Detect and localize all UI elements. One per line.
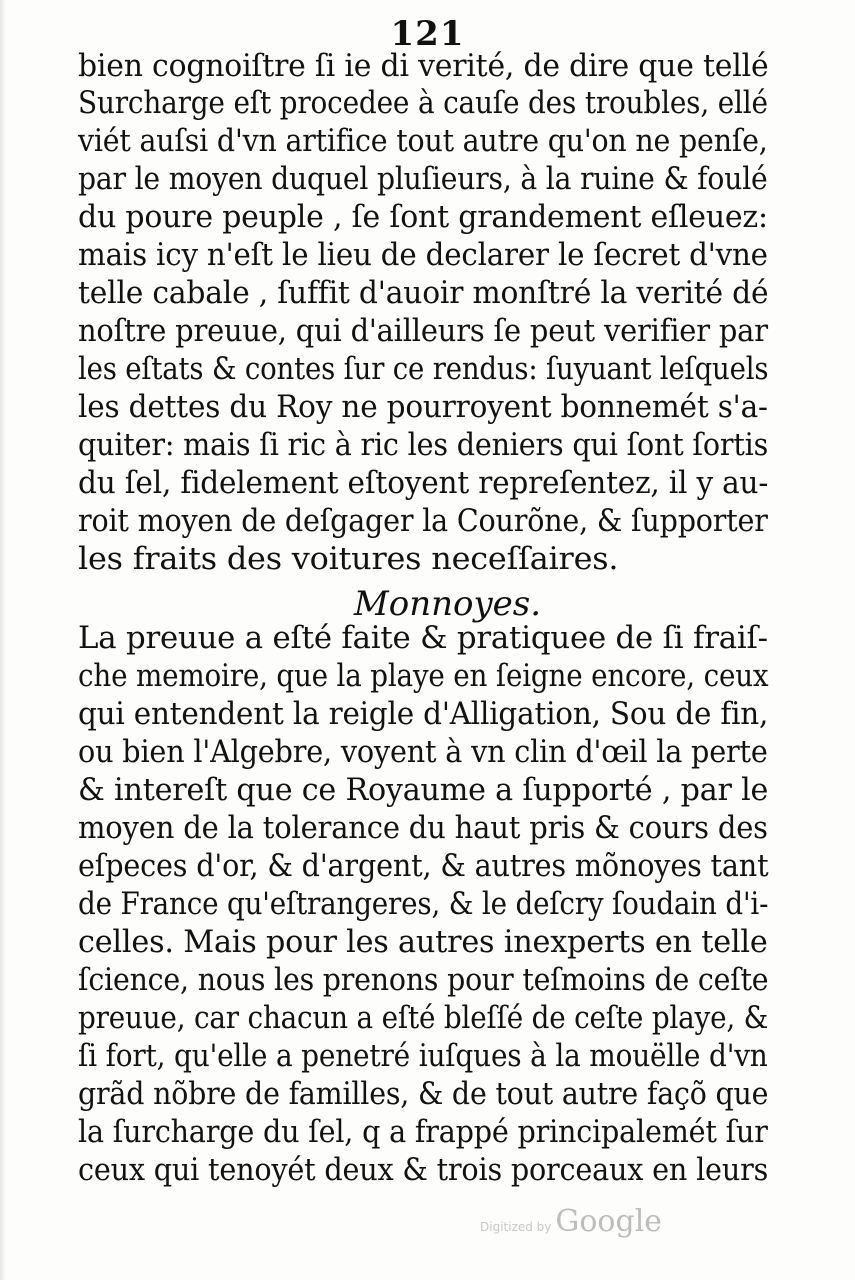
section-heading: Monnoyes. [353, 584, 542, 624]
google-logo: Google [555, 1204, 663, 1239]
text-line: che memoire, que la playe en ſeigne encore, ceux [78, 659, 769, 694]
text-line: La preuue a eſté faite & pratiquee de ſi fraiſ- [78, 621, 768, 656]
text-line: par le moyen duquel pluſieurs, à la ruine & foulé [78, 162, 768, 197]
text-line: bien cognoiſtre ſi ie di verité, de dire que tellé [78, 49, 769, 84]
watermark-prefix: Digitized by [480, 1220, 552, 1234]
text-line: & intereſt que ce Royaume a ſupporté , par le [78, 773, 769, 808]
page-number: 121 [390, 14, 465, 54]
digitization-watermark [480, 1204, 662, 1244]
text-line: mais icy n'eſt le lieu de declarer le ſecret d'vne [78, 238, 768, 273]
text-line: moyen de la tolerance du haut pris & cours des [78, 811, 768, 846]
text-line: de France qu'eſtrangeres, & le deſcry ſoudain d'i- [78, 887, 769, 922]
text-line: ſcience, nous les prenons pour teſmoins de ceſte [78, 963, 769, 998]
text-line: ſi fort, qu'elle a penetré iuſques à la mouëlle d'vn [78, 1039, 768, 1074]
text-line: ou bien l'Algebre, voyent à vn clin d'œil la perte [78, 735, 768, 770]
text-line: grãd nõbre de familles, & de tout autre façõ que [78, 1077, 769, 1112]
text-line: les dettes du Roy ne pourroyent bonnemét s'a- [78, 390, 768, 425]
text-line: preuue, car chacun a eſté bleſſé de ceſte playe, & [78, 1001, 769, 1036]
text-line: telle cabale , ſuffit d'auoir monſtré la verité dé [78, 276, 769, 311]
text-line: viét auſsi d'vn artifice tout autre qu'on ne penſe, [78, 124, 768, 159]
text-line: les eſtats & contes ſur ce rendus: ſuyuant leſquels [78, 352, 769, 387]
text-line: qui entendent la reigle d'Alligation, Sou de fin, [78, 697, 769, 732]
text-line: noſtre preuue, qui d'ailleurs ſe peut verifier par [78, 314, 768, 349]
text-line: du poure peuple , ſe ſont grandement eſleuez: [78, 200, 768, 235]
text-line: la ſurcharge du ſel, q a frappé principalemét ſur [78, 1115, 768, 1150]
text-line: ceux qui tenoyét deux & trois porceaux en leurs [78, 1153, 769, 1188]
text-line: du ſel, fidelement eſtoyent repreſentez, il y au- [78, 466, 769, 501]
text-line: celles. Mais pour les autres inexperts en telle [78, 925, 768, 960]
text-line: roit moyen de deſgager la Courõne, & ſupporter [78, 504, 768, 539]
text-line: eſpeces d'or, & d'argent, & autres mõnoyes tant [78, 849, 769, 884]
page-edge-shadow [0, 0, 6, 1280]
text-line: Surcharge eſt procedee à cauſe des troubles, ellé [78, 86, 768, 121]
text-line: les fraits des voitures neceſſaires. [78, 542, 619, 577]
text-line: quiter: mais ſi ric à ric les deniers qui ſont ſortis [78, 428, 769, 463]
